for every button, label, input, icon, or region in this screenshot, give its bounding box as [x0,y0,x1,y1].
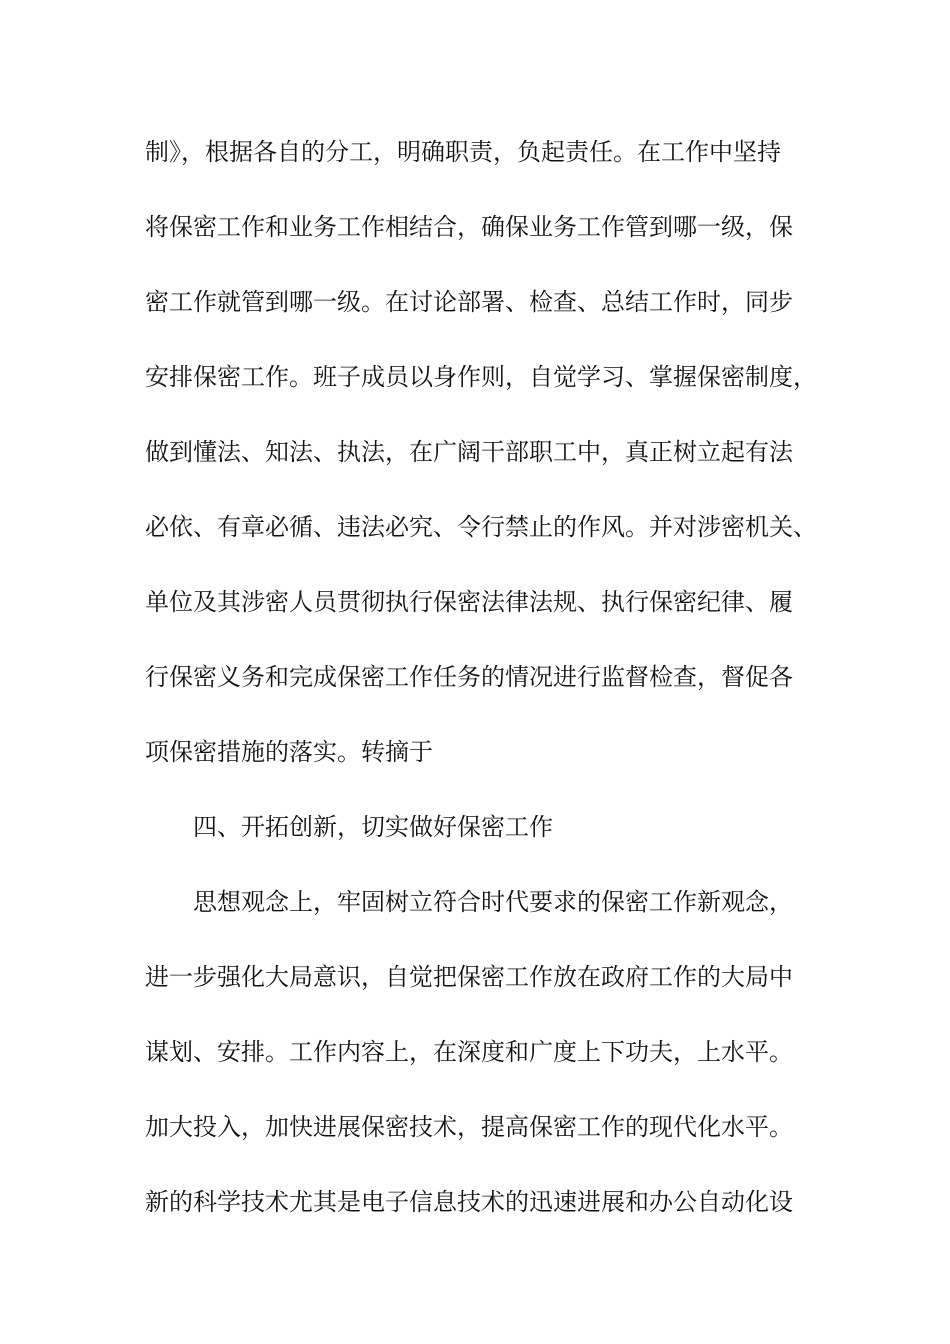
text-line: 安排保密工作。班子成员以身作则，自觉学习、掌握保密制度， [145,363,817,391]
text-line: 谋划、安排。工作内容上，在深度和广度上下功夫，上水平。 [145,1038,793,1066]
text-line: 加大投入，加快进展保密技术，提高保密工作的现代化水平。 [145,1113,793,1141]
text-line: 密工作就管到哪一级。在讨论部署、检查、总结工作时，同步 [145,288,793,316]
text-line: 进一步强化大局意识，自觉把保密工作放在政府工作的大局中 [145,963,793,991]
body-text [145,128,835,1253]
text-line: 将保密工作和业务工作相结合，确保业务工作管到哪一级，保 [145,213,793,241]
paragraph-start-line: 思想观念上，牢固树立符合时代要求的保密工作新观念， [193,888,793,916]
section-heading: 四、开拓创新，切实做好保密工作 [193,813,553,841]
text-line: 行保密义务和完成保密工作任务的情况进行监督检查，督促各 [145,663,793,691]
text-line: 项保密措施的落实。转摘于 [145,738,433,766]
text-line: 单位及其涉密人员贯彻执行保密法律法规、执行保密纪律、履 [145,588,793,616]
text-line: 必依、有章必循、违法必究、令行禁止的作风。并对涉密机关、 [145,513,817,541]
text-line: 新的科学技术尤其是电子信息技术的迅速进展和办公自动化设 [145,1188,793,1216]
text-line: 做到懂法、知法、执法，在广阔干部职工中，真正树立起有法 [145,438,793,466]
text-line: 制》，根据各自的分工，明确职责，负起责任。在工作中坚持 [145,138,781,166]
